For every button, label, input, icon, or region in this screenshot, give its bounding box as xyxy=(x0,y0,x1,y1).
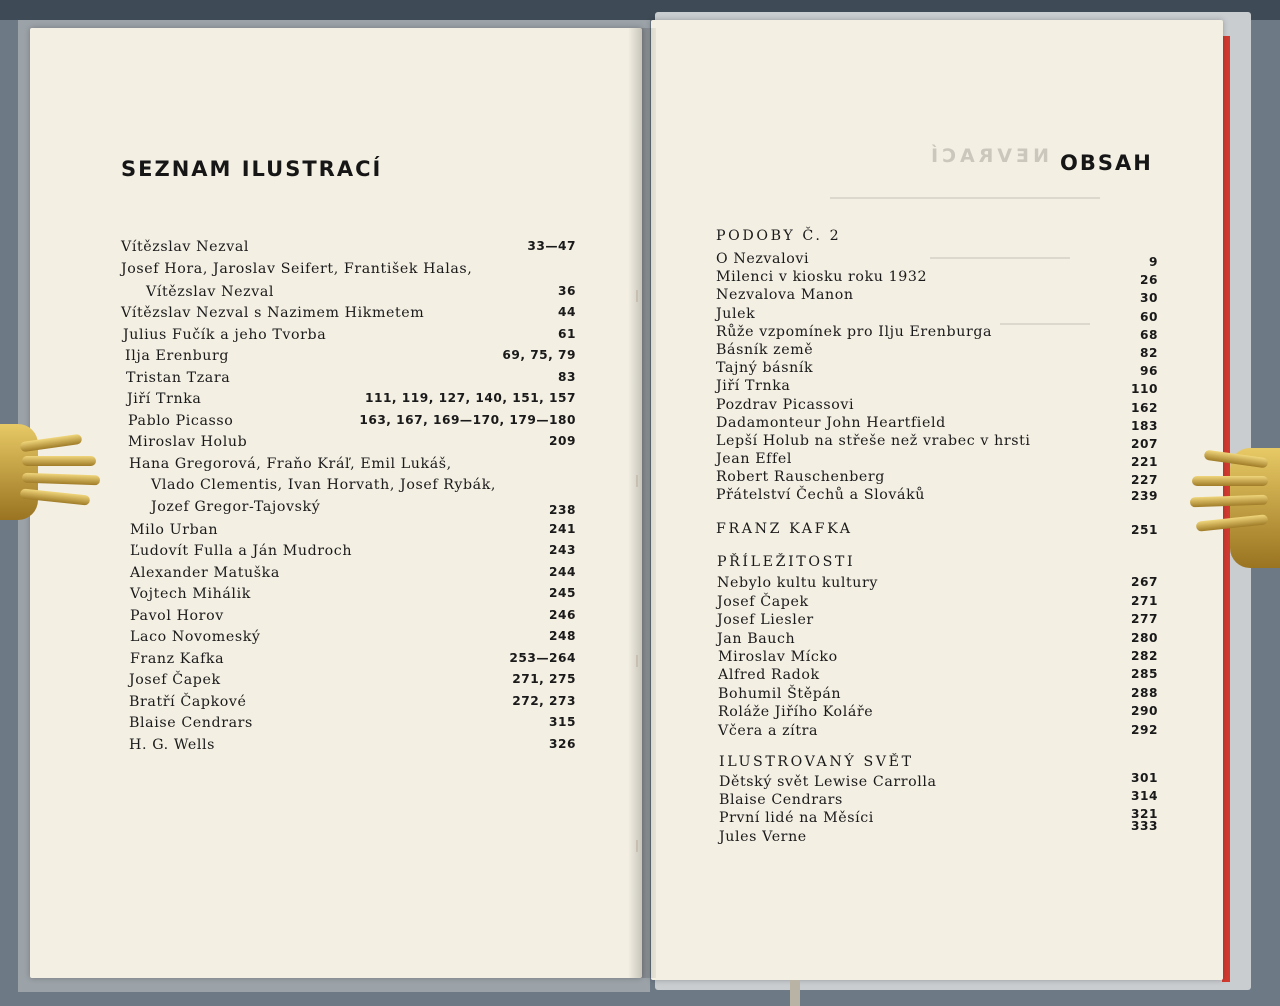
list-item xyxy=(121,522,576,544)
list-item: Růže vzpomínek pro Ilju Erenburga 68 xyxy=(716,323,1158,342)
entry-page: 96 xyxy=(1140,364,1158,379)
entry-page: 82 xyxy=(1140,345,1158,360)
list-item: Lepší Holub na střeše než vrabec v hrsti 207 xyxy=(716,432,1158,451)
entry-page: 271 xyxy=(1131,593,1158,608)
list-item xyxy=(121,543,576,565)
list-item xyxy=(121,499,576,522)
entry-title: Pablo Picasso xyxy=(128,412,234,429)
entry-title: Josef Hora, Jaroslav Seifert, František Halas, xyxy=(121,260,473,277)
list-item: Tajný básník 96 xyxy=(716,360,1158,379)
entry-title: Josef Čapek xyxy=(129,672,221,688)
entry-pages: 241 xyxy=(549,521,576,536)
entry-page: 227 xyxy=(1131,473,1158,488)
bookmark-ribbon xyxy=(790,980,800,1006)
entry-page: 267 xyxy=(1131,575,1158,590)
list-item: O Nezvalovi 9 xyxy=(716,251,1158,269)
list-item: Bohumil Štěpán 288 xyxy=(718,685,1158,702)
entry-title: Vítězslav Nezval s Nazimem Hikmetem xyxy=(121,305,425,321)
entry-pages: 111, 119, 127, 140, 151, 157 xyxy=(364,391,576,405)
entry-page: 277 xyxy=(1131,612,1158,627)
entry-pages: 271, 275 xyxy=(512,672,576,686)
list-item: Básník země 82 xyxy=(716,341,1158,360)
entry-page: 162 xyxy=(1131,400,1158,415)
list-item: Jan Bauch 280 xyxy=(717,630,1158,647)
entry-pages: 248 xyxy=(549,629,576,643)
entry-title: Jiří Trnka xyxy=(127,391,202,407)
entry-page: 239 xyxy=(1131,489,1158,504)
entry-title: Vojtech Mihálik xyxy=(130,586,251,602)
entry-title: Laco Novomeský xyxy=(130,629,261,645)
entry-title: Milo Urban xyxy=(130,521,219,538)
binding-stitch xyxy=(636,840,638,852)
list-item xyxy=(121,651,576,673)
list-item xyxy=(121,586,576,608)
entry-pages: 315 xyxy=(549,715,576,729)
entry-page: 207 xyxy=(1131,436,1158,451)
list-item xyxy=(121,239,576,261)
entry-pages: 61 xyxy=(558,326,576,341)
list-item: Miroslav Mícko 282 xyxy=(718,649,1158,665)
list-item: Nezvalova Manon 30 xyxy=(716,287,1158,306)
section-page: 251 xyxy=(1131,523,1158,538)
list-item xyxy=(121,261,576,284)
show-through-text: NEVRACÍ xyxy=(927,145,1049,167)
entry-title: Vlado Clementis, Ivan Horvath, Josef Rybák, xyxy=(151,477,497,493)
list-item xyxy=(121,413,576,435)
list-item: Jean Effel 221 xyxy=(716,451,1158,470)
list-item: Jules Verne 333 xyxy=(719,818,1158,845)
entry-page: 110 xyxy=(1131,382,1158,397)
entry-page: 314 xyxy=(1131,788,1158,803)
entry-pages: 272, 273 xyxy=(512,693,576,708)
entry-page: 30 xyxy=(1140,291,1158,306)
entry-pages: 244 xyxy=(549,564,576,579)
entry-title: Hana Gregorová, Fraňo Kráľ, Emil Lukáš, xyxy=(129,455,452,472)
entry-title: Bratří Čapkové xyxy=(129,693,247,710)
list-item xyxy=(121,370,576,392)
list-item: Josef Čapek 271 xyxy=(717,593,1158,610)
entry-title: Miroslav Holub xyxy=(128,434,248,450)
entry-page: 282 xyxy=(1131,649,1158,663)
section-heading: ILUSTROVANÝ SVĚT xyxy=(719,753,914,770)
list-item: Roláže Jiřího Koláře 290 xyxy=(718,704,1158,721)
entry-page: 333 xyxy=(1131,818,1158,833)
entry-page: 221 xyxy=(1131,455,1158,470)
entry-title: Vítězslav Nezval xyxy=(121,239,250,255)
list-item xyxy=(121,715,576,737)
left-page-heading: SEZNAM ILUSTRACÍ xyxy=(121,157,383,181)
entry-title: Vítězslav Nezval xyxy=(146,283,275,300)
book-gutter xyxy=(628,28,656,978)
entry-pages: 33—47 xyxy=(527,239,576,253)
list-item: Julek 60 xyxy=(716,305,1158,324)
section-heading: FRANZ KAFKA 251 xyxy=(716,521,1158,538)
list-item: Nebylo kultu kultury 267 xyxy=(717,575,1158,592)
entry-title: Ilja Erenburg xyxy=(125,348,230,364)
entry-title: Tristan Tzara xyxy=(126,369,231,386)
list-item xyxy=(121,737,576,759)
entry-page: 321 xyxy=(1131,807,1158,822)
entry-title: Jozef Gregor-Tajovský xyxy=(151,498,321,515)
section-heading: PODOBY Č. 2 xyxy=(716,228,842,244)
brass-hand-right xyxy=(1186,440,1280,572)
entry-page: 68 xyxy=(1140,327,1158,342)
list-item xyxy=(121,608,576,630)
right-page-heading: OBSAH xyxy=(1060,151,1153,175)
list-item: Pozdrav Picassovi 162 xyxy=(716,396,1158,415)
list-item: Přátelství Čechů a Slováků 239 xyxy=(716,487,1158,504)
list-item: Robert Rauschenberg 227 xyxy=(716,469,1158,488)
list-item xyxy=(121,434,576,456)
entry-page: 183 xyxy=(1131,418,1158,433)
entry-pages: 209 xyxy=(549,434,576,448)
brass-hand-left xyxy=(0,418,100,526)
list-item: Dětský svět Lewise Carrolla 301 xyxy=(719,770,1158,790)
entry-title: Ľudovít Fulla a Ján Mudroch xyxy=(130,543,353,559)
entry-pages: 83 xyxy=(558,369,576,384)
list-item xyxy=(121,348,576,370)
entry-pages: 36 xyxy=(558,283,576,298)
list-item xyxy=(121,327,576,349)
list-item xyxy=(121,672,576,694)
entry-page: 301 xyxy=(1131,770,1158,785)
contents-list xyxy=(716,228,1158,847)
entry-page: 290 xyxy=(1131,704,1158,719)
list-item: Alfred Radok 285 xyxy=(718,667,1158,684)
entry-pages: 44 xyxy=(558,305,576,319)
section-heading: PŘÍLEŽITOSTI xyxy=(717,554,856,571)
left-page xyxy=(30,28,642,978)
list-item: První lidé na Měsíci 321 xyxy=(719,807,1158,827)
entry-page: 26 xyxy=(1140,273,1158,288)
list-item xyxy=(121,456,576,478)
entry-pages: 238 xyxy=(549,502,576,517)
list-item: Milenci v kiosku roku 1932 26 xyxy=(716,269,1158,288)
entry-pages: 326 xyxy=(549,736,576,751)
entry-pages: 245 xyxy=(549,586,576,600)
list-item: Dadamonteur John Heartfield 183 xyxy=(716,414,1158,433)
binding-stitch xyxy=(636,290,638,302)
entry-title: Julius Fučík a jeho Tvorba xyxy=(123,326,327,343)
entry-pages: 253—264 xyxy=(509,650,576,665)
list-item xyxy=(121,284,576,306)
entry-page: 285 xyxy=(1131,667,1158,682)
binding-stitch xyxy=(636,475,638,487)
entry-page: 280 xyxy=(1131,630,1158,645)
entry-title: Franz Kafka xyxy=(130,650,225,667)
entry-page: 60 xyxy=(1140,309,1158,324)
entry-title: H. G. Wells xyxy=(129,736,216,753)
list-item xyxy=(121,477,576,499)
entry-page: 9 xyxy=(1149,255,1158,269)
entry-pages: 246 xyxy=(549,607,576,622)
entry-pages: 243 xyxy=(549,543,576,557)
show-through-line xyxy=(830,197,1100,199)
entry-title: Blaise Cendrars xyxy=(129,715,253,731)
list-item xyxy=(121,629,576,651)
entry-page: 292 xyxy=(1131,722,1158,737)
entry-page: 288 xyxy=(1131,685,1158,700)
list-item xyxy=(121,391,576,413)
list-item xyxy=(121,565,576,587)
entry-pages: 163, 167, 169—170, 179—180 xyxy=(359,412,576,427)
list-item: Včera a zítra 292 xyxy=(718,722,1158,739)
list-item: Jiří Trnka 110 xyxy=(716,378,1158,397)
illustration-list xyxy=(121,239,576,758)
entry-title: Alexander Matuška xyxy=(130,564,280,581)
entry-pages: 69, 75, 79 xyxy=(502,348,576,362)
binding-stitch xyxy=(636,655,638,667)
list-item: Blaise Cendrars 314 xyxy=(719,788,1158,808)
list-item xyxy=(121,305,576,327)
entry-title: Pavol Horov xyxy=(130,607,224,624)
list-item xyxy=(121,694,576,716)
list-item: Josef Liesler 277 xyxy=(717,612,1158,629)
